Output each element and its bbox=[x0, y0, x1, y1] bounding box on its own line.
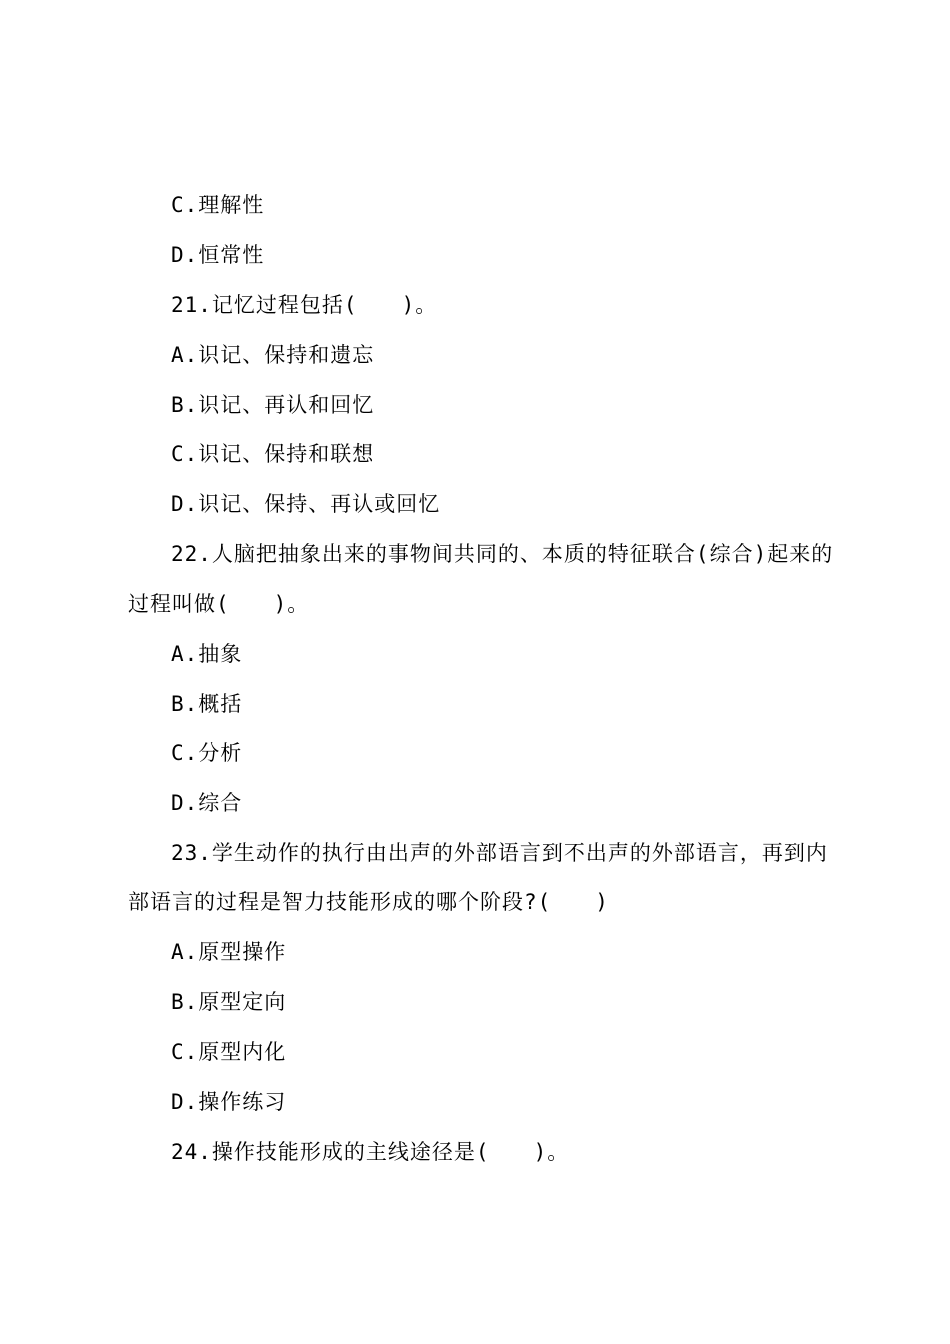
q23-option-a: A.原型操作 bbox=[171, 940, 287, 964]
question-23-line-1: 23.学生动作的执行由出声的外部语言到不出声的外部语言，再到内 bbox=[171, 841, 828, 865]
question-24: 24.操作技能形成的主线途径是( )。 bbox=[171, 1140, 570, 1164]
q23-option-b: B.原型定向 bbox=[171, 990, 287, 1014]
question-21: 21.记忆过程包括( )。 bbox=[171, 293, 438, 317]
q21-option-d: D.识记、保持、再认或回忆 bbox=[171, 492, 441, 516]
q23-option-d: D.操作练习 bbox=[171, 1090, 287, 1114]
question-22-line-2: 过程叫做( )。 bbox=[128, 592, 310, 616]
q21-option-b: B.识记、再认和回忆 bbox=[171, 393, 375, 417]
q22-option-a: A.抽象 bbox=[171, 642, 243, 666]
question-22-line-1: 22.人脑把抽象出来的事物间共同的、本质的特征联合(综合)起来的 bbox=[171, 542, 834, 566]
q22-option-b: B.概括 bbox=[171, 692, 243, 716]
q21-option-c: C.识记、保持和联想 bbox=[171, 442, 375, 466]
q22-option-c: C.分析 bbox=[171, 741, 243, 765]
q21-option-a: A.识记、保持和遗忘 bbox=[171, 343, 375, 367]
question-23-line-2: 部语言的过程是智力技能形成的哪个阶段?( ) bbox=[128, 890, 609, 914]
q20-option-c: C.理解性 bbox=[171, 193, 265, 217]
q22-option-d: D.综合 bbox=[171, 791, 243, 815]
q20-option-d: D.恒常性 bbox=[171, 243, 265, 267]
q23-option-c: C.原型内化 bbox=[171, 1040, 287, 1064]
